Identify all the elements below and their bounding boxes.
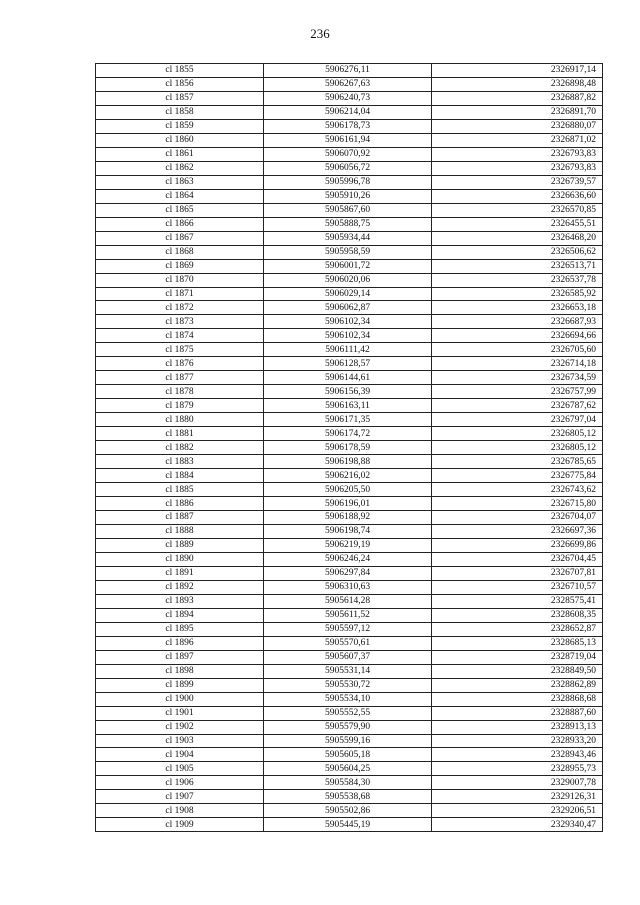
x-coordinate-cell: 5905867,60 <box>264 203 432 217</box>
x-coordinate-cell: 5905934,44 <box>264 231 432 245</box>
y-coordinate-cell: 2328719,04 <box>432 650 603 664</box>
point-id-cell: cl 1901 <box>96 706 264 720</box>
table-row <box>96 441 603 455</box>
table-row <box>96 64 603 78</box>
x-coordinate-cell: 5905552,55 <box>264 706 432 720</box>
x-coordinate-cell: 5906156,39 <box>264 385 432 399</box>
y-coordinate-cell: 2326805,12 <box>432 427 603 441</box>
table-row <box>96 580 603 594</box>
y-coordinate-cell: 2329007,78 <box>432 776 603 790</box>
point-id-cell: cl 1875 <box>96 343 264 357</box>
point-id-cell: cl 1877 <box>96 371 264 385</box>
y-coordinate-cell: 2326898,48 <box>432 77 603 91</box>
x-coordinate-cell: 5906174,72 <box>264 427 432 441</box>
table-row <box>96 119 603 133</box>
table-row <box>96 217 603 231</box>
y-coordinate-cell: 2326797,04 <box>432 413 603 427</box>
table-row <box>96 734 603 748</box>
y-coordinate-cell: 2326704,07 <box>432 511 603 525</box>
x-coordinate-cell: 5906163,11 <box>264 399 432 413</box>
point-id-cell: cl 1860 <box>96 133 264 147</box>
point-id-cell: cl 1905 <box>96 762 264 776</box>
x-coordinate-cell: 5906205,50 <box>264 483 432 497</box>
table-row <box>96 231 603 245</box>
point-id-cell: cl 1890 <box>96 552 264 566</box>
point-id-cell: cl 1909 <box>96 818 264 832</box>
y-coordinate-cell: 2326694,66 <box>432 329 603 343</box>
y-coordinate-cell: 2326506,62 <box>432 245 603 259</box>
x-coordinate-cell: 5905502,86 <box>264 804 432 818</box>
y-coordinate-cell: 2328868,68 <box>432 692 603 706</box>
table-row <box>96 189 603 203</box>
point-id-cell: cl 1856 <box>96 77 264 91</box>
table-row <box>96 357 603 371</box>
point-id-cell: cl 1874 <box>96 329 264 343</box>
point-id-cell: cl 1880 <box>96 413 264 427</box>
y-coordinate-cell: 2326793,83 <box>432 147 603 161</box>
point-id-cell: cl 1862 <box>96 161 264 175</box>
table-row <box>96 692 603 706</box>
point-id-cell: cl 1891 <box>96 566 264 580</box>
y-coordinate-cell: 2326697,36 <box>432 524 603 538</box>
y-coordinate-cell: 2326704,45 <box>432 552 603 566</box>
x-coordinate-cell: 5905607,37 <box>264 650 432 664</box>
x-coordinate-cell: 5905530,72 <box>264 678 432 692</box>
x-coordinate-cell: 5905531,14 <box>264 664 432 678</box>
table-row <box>96 91 603 105</box>
point-id-cell: cl 1897 <box>96 650 264 664</box>
point-id-cell: cl 1883 <box>96 455 264 469</box>
table-row <box>96 203 603 217</box>
table-row <box>96 385 603 399</box>
point-id-cell: cl 1867 <box>96 231 264 245</box>
x-coordinate-cell: 5906102,34 <box>264 329 432 343</box>
point-id-cell: cl 1904 <box>96 748 264 762</box>
point-id-cell: cl 1872 <box>96 301 264 315</box>
y-coordinate-cell: 2326775,84 <box>432 469 603 483</box>
table-row <box>96 371 603 385</box>
table-row <box>96 329 603 343</box>
point-id-cell: cl 1906 <box>96 776 264 790</box>
y-coordinate-cell: 2326705,60 <box>432 343 603 357</box>
table-row <box>96 245 603 259</box>
table-row <box>96 133 603 147</box>
table-row <box>96 511 603 525</box>
x-coordinate-cell: 5906240,73 <box>264 91 432 105</box>
y-coordinate-cell: 2326710,57 <box>432 580 603 594</box>
x-coordinate-cell: 5906297,84 <box>264 566 432 580</box>
table-row <box>96 455 603 469</box>
point-id-cell: cl 1879 <box>96 399 264 413</box>
y-coordinate-cell: 2326805,12 <box>432 441 603 455</box>
y-coordinate-cell: 2326699,86 <box>432 538 603 552</box>
y-coordinate-cell: 2328652,87 <box>432 622 603 636</box>
y-coordinate-cell: 2329126,31 <box>432 790 603 804</box>
x-coordinate-cell: 5906276,11 <box>264 64 432 78</box>
table-row <box>96 77 603 91</box>
y-coordinate-cell: 2326585,92 <box>432 287 603 301</box>
x-coordinate-cell: 5906198,88 <box>264 455 432 469</box>
y-coordinate-cell: 2326787,62 <box>432 399 603 413</box>
table-row <box>96 804 603 818</box>
x-coordinate-cell: 5905996,78 <box>264 175 432 189</box>
y-coordinate-cell: 2329206,51 <box>432 804 603 818</box>
y-coordinate-cell: 2326880,07 <box>432 119 603 133</box>
point-id-cell: cl 1889 <box>96 538 264 552</box>
x-coordinate-cell: 5906111,42 <box>264 343 432 357</box>
y-coordinate-cell: 2326707,81 <box>432 566 603 580</box>
y-coordinate-cell: 2326887,82 <box>432 91 603 105</box>
y-coordinate-cell: 2326455,51 <box>432 217 603 231</box>
point-id-cell: cl 1893 <box>96 594 264 608</box>
table-row <box>96 287 603 301</box>
table-row <box>96 650 603 664</box>
point-id-cell: cl 1903 <box>96 734 264 748</box>
table-row <box>96 524 603 538</box>
x-coordinate-cell: 5905611,52 <box>264 608 432 622</box>
point-id-cell: cl 1861 <box>96 147 264 161</box>
point-id-cell: cl 1873 <box>96 315 264 329</box>
y-coordinate-cell: 2326739,57 <box>432 175 603 189</box>
point-id-cell: cl 1870 <box>96 273 264 287</box>
table-row <box>96 161 603 175</box>
table-row <box>96 622 603 636</box>
x-coordinate-cell: 5905570,61 <box>264 636 432 650</box>
point-id-cell: cl 1892 <box>96 580 264 594</box>
y-coordinate-cell: 2326468,20 <box>432 231 603 245</box>
y-coordinate-cell: 2326687,93 <box>432 315 603 329</box>
point-id-cell: cl 1885 <box>96 483 264 497</box>
point-id-cell: cl 1881 <box>96 427 264 441</box>
table-row <box>96 497 603 511</box>
y-coordinate-cell: 2326715,80 <box>432 497 603 511</box>
point-id-cell: cl 1888 <box>96 524 264 538</box>
table-row <box>96 301 603 315</box>
x-coordinate-cell: 5905599,16 <box>264 734 432 748</box>
table-row <box>96 343 603 357</box>
y-coordinate-cell: 2328849,50 <box>432 664 603 678</box>
y-coordinate-cell: 2328862,89 <box>432 678 603 692</box>
table-row <box>96 315 603 329</box>
table-row <box>96 259 603 273</box>
point-id-cell: cl 1858 <box>96 105 264 119</box>
y-coordinate-cell: 2326734,59 <box>432 371 603 385</box>
x-coordinate-cell: 5906214,04 <box>264 105 432 119</box>
point-id-cell: cl 1884 <box>96 469 264 483</box>
table-row <box>96 413 603 427</box>
coordinates-table-body <box>96 64 603 832</box>
table-row <box>96 720 603 734</box>
x-coordinate-cell: 5905597,12 <box>264 622 432 636</box>
y-coordinate-cell: 2328955,73 <box>432 762 603 776</box>
point-id-cell: cl 1869 <box>96 259 264 273</box>
table-row <box>96 105 603 119</box>
point-id-cell: cl 1859 <box>96 119 264 133</box>
table-row <box>96 748 603 762</box>
y-coordinate-cell: 2326871,02 <box>432 133 603 147</box>
table-row <box>96 608 603 622</box>
y-coordinate-cell: 2326513,71 <box>432 259 603 273</box>
y-coordinate-cell: 2328913,13 <box>432 720 603 734</box>
table-row <box>96 566 603 580</box>
table-row <box>96 469 603 483</box>
point-id-cell: cl 1907 <box>96 790 264 804</box>
table-row <box>96 762 603 776</box>
table-row <box>96 776 603 790</box>
y-coordinate-cell: 2326714,18 <box>432 357 603 371</box>
x-coordinate-cell: 5906267,63 <box>264 77 432 91</box>
point-id-cell: cl 1855 <box>96 64 264 78</box>
point-id-cell: cl 1899 <box>96 678 264 692</box>
x-coordinate-cell: 5906128,57 <box>264 357 432 371</box>
x-coordinate-cell: 5906001,72 <box>264 259 432 273</box>
table-row <box>96 594 603 608</box>
point-id-cell: cl 1894 <box>96 608 264 622</box>
page-number: 236 <box>310 26 330 41</box>
point-id-cell: cl 1900 <box>96 692 264 706</box>
table-row <box>96 706 603 720</box>
point-id-cell: cl 1871 <box>96 287 264 301</box>
x-coordinate-cell: 5905579,90 <box>264 720 432 734</box>
point-id-cell: cl 1866 <box>96 217 264 231</box>
table-row <box>96 664 603 678</box>
x-coordinate-cell: 5905605,18 <box>264 748 432 762</box>
y-coordinate-cell: 2326570,85 <box>432 203 603 217</box>
y-coordinate-cell: 2326757,99 <box>432 385 603 399</box>
table-row <box>96 427 603 441</box>
x-coordinate-cell: 5906161,94 <box>264 133 432 147</box>
x-coordinate-cell: 5905538,68 <box>264 790 432 804</box>
y-coordinate-cell: 2328608,35 <box>432 608 603 622</box>
table-row <box>96 483 603 497</box>
table-row <box>96 678 603 692</box>
point-id-cell: cl 1864 <box>96 189 264 203</box>
y-coordinate-cell: 2328575,41 <box>432 594 603 608</box>
point-id-cell: cl 1886 <box>96 497 264 511</box>
point-id-cell: cl 1863 <box>96 175 264 189</box>
point-id-cell: cl 1895 <box>96 622 264 636</box>
table-row <box>96 818 603 832</box>
point-id-cell: cl 1865 <box>96 203 264 217</box>
x-coordinate-cell: 5906171,35 <box>264 413 432 427</box>
x-coordinate-cell: 5906178,59 <box>264 441 432 455</box>
table-row <box>96 790 603 804</box>
y-coordinate-cell: 2326537,78 <box>432 273 603 287</box>
coordinates-table <box>95 63 603 832</box>
x-coordinate-cell: 5906196,01 <box>264 497 432 511</box>
x-coordinate-cell: 5906246,24 <box>264 552 432 566</box>
table-row <box>96 538 603 552</box>
y-coordinate-cell: 2326636,60 <box>432 189 603 203</box>
x-coordinate-cell: 5906219,19 <box>264 538 432 552</box>
x-coordinate-cell: 5906029,14 <box>264 287 432 301</box>
y-coordinate-cell: 2326653,18 <box>432 301 603 315</box>
x-coordinate-cell: 5905584,30 <box>264 776 432 790</box>
x-coordinate-cell: 5906198,74 <box>264 524 432 538</box>
y-coordinate-cell: 2328685,13 <box>432 636 603 650</box>
y-coordinate-cell: 2326917,14 <box>432 64 603 78</box>
y-coordinate-cell: 2328943,46 <box>432 748 603 762</box>
table-row <box>96 636 603 650</box>
x-coordinate-cell: 5905888,75 <box>264 217 432 231</box>
table-row <box>96 273 603 287</box>
x-coordinate-cell: 5905604,25 <box>264 762 432 776</box>
x-coordinate-cell: 5905958,59 <box>264 245 432 259</box>
point-id-cell: cl 1876 <box>96 357 264 371</box>
y-coordinate-cell: 2328887,60 <box>432 706 603 720</box>
x-coordinate-cell: 5905614,28 <box>264 594 432 608</box>
y-coordinate-cell: 2326743,62 <box>432 483 603 497</box>
x-coordinate-cell: 5906216,02 <box>264 469 432 483</box>
x-coordinate-cell: 5905910,26 <box>264 189 432 203</box>
point-id-cell: cl 1902 <box>96 720 264 734</box>
table-row <box>96 147 603 161</box>
point-id-cell: cl 1857 <box>96 91 264 105</box>
x-coordinate-cell: 5905534,10 <box>264 692 432 706</box>
y-coordinate-cell: 2326793,83 <box>432 161 603 175</box>
point-id-cell: cl 1868 <box>96 245 264 259</box>
x-coordinate-cell: 5906062,87 <box>264 301 432 315</box>
x-coordinate-cell: 5906020,06 <box>264 273 432 287</box>
x-coordinate-cell: 5906188,92 <box>264 511 432 525</box>
point-id-cell: cl 1896 <box>96 636 264 650</box>
x-coordinate-cell: 5906070,92 <box>264 147 432 161</box>
table-row <box>96 552 603 566</box>
y-coordinate-cell: 2326891,70 <box>432 105 603 119</box>
x-coordinate-cell: 5906144,61 <box>264 371 432 385</box>
table-row <box>96 399 603 413</box>
y-coordinate-cell: 2329340,47 <box>432 818 603 832</box>
table-row <box>96 175 603 189</box>
x-coordinate-cell: 5906178,73 <box>264 119 432 133</box>
point-id-cell: cl 1887 <box>96 511 264 525</box>
y-coordinate-cell: 2328933,20 <box>432 734 603 748</box>
x-coordinate-cell: 5905445,19 <box>264 818 432 832</box>
point-id-cell: cl 1908 <box>96 804 264 818</box>
x-coordinate-cell: 5906102,34 <box>264 315 432 329</box>
point-id-cell: cl 1898 <box>96 664 264 678</box>
y-coordinate-cell: 2326785,65 <box>432 455 603 469</box>
point-id-cell: cl 1878 <box>96 385 264 399</box>
point-id-cell: cl 1882 <box>96 441 264 455</box>
x-coordinate-cell: 5906056,72 <box>264 161 432 175</box>
x-coordinate-cell: 5906310,63 <box>264 580 432 594</box>
